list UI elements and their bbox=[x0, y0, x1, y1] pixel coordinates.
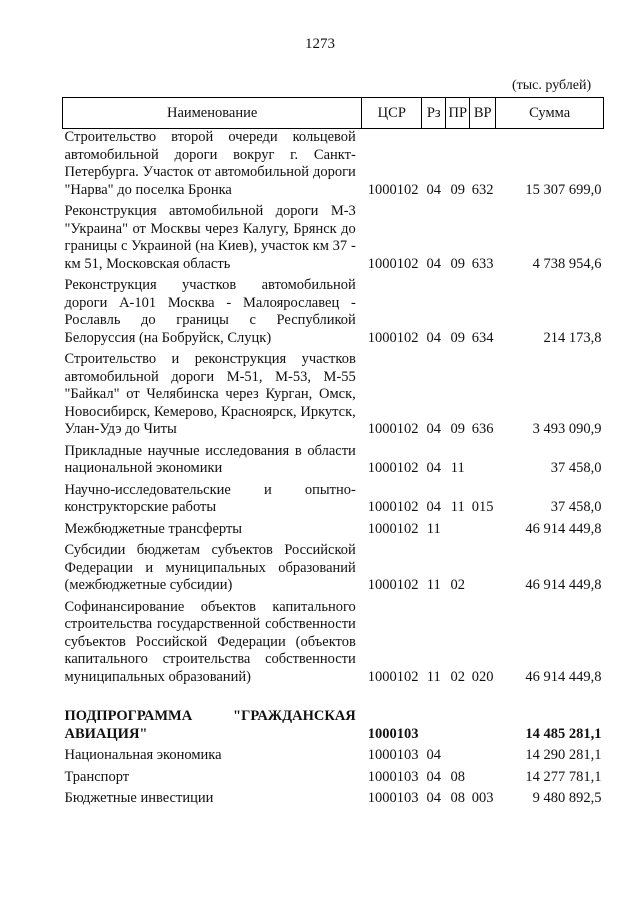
budget-table bbox=[62, 97, 604, 808]
row-pr: 08 bbox=[450, 768, 465, 785]
row-pr: 11 bbox=[450, 499, 465, 515]
row-sum: 37 458,0 bbox=[550, 499, 602, 515]
row-name: Научно-исследовательские и опытно-конструкторские работы bbox=[64, 481, 356, 515]
row-csr: 1000103 bbox=[367, 747, 419, 763]
header-rz: Рз bbox=[422, 98, 446, 129]
row-name: Прикладные научные исследования в области национальной экономики bbox=[64, 442, 356, 476]
spacer-row bbox=[63, 686, 604, 708]
header-sum: Сумма bbox=[496, 98, 604, 129]
row-name: Строительство и реконструкция участков автомобильной дороги М-51, М-53, М-55 "Байкал" от Челябинска через Курган, Омск, Новосибирск, Кемерово, Красноярск, Иркутск, Улан-Удэ до Читы bbox=[64, 351, 356, 437]
row-sum: 4 738 954,6 bbox=[532, 255, 602, 272]
row-vr bbox=[470, 439, 496, 478]
row-csr: 1000103 bbox=[367, 725, 419, 742]
row-csr: 1000102 bbox=[367, 499, 419, 515]
header-name: Наименование bbox=[63, 98, 362, 129]
row-name: Субсидии бюджетам субъектов Российской Федерации и муниципальных образований (межбюджетные субсидии) bbox=[64, 542, 356, 593]
row-sum: 46 914 449,8 bbox=[525, 577, 602, 593]
row-sum: 9 480 892,5 bbox=[532, 790, 602, 806]
table-row bbox=[63, 517, 604, 539]
row-csr: 1000102 bbox=[367, 520, 419, 537]
row-vr: 632 bbox=[471, 181, 494, 198]
row-sum: 46 914 449,8 bbox=[525, 520, 602, 537]
row-sum: 14 485 281,1 bbox=[525, 725, 602, 742]
header-vr: ВР bbox=[470, 98, 496, 129]
row-vr: 020 bbox=[471, 668, 494, 685]
table-row bbox=[63, 708, 604, 743]
table-row bbox=[63, 347, 604, 439]
row-name: Национальная экономика bbox=[64, 747, 222, 763]
row-vr bbox=[470, 765, 496, 787]
table-row bbox=[63, 743, 604, 765]
row-rz: 04 bbox=[426, 790, 442, 806]
table-row bbox=[63, 478, 604, 517]
row-rz: 11 bbox=[426, 520, 441, 537]
row-rz: 04 bbox=[426, 255, 442, 272]
row-pr bbox=[446, 517, 470, 539]
row-csr: 1000102 bbox=[367, 577, 419, 593]
row-name: ПОДПРОГРАММА "ГРАЖДАНСКАЯ АВИАЦИЯ" bbox=[64, 708, 356, 742]
row-pr: 09 bbox=[450, 421, 465, 437]
row-csr: 1000103 bbox=[367, 768, 419, 785]
row-rz: 11 bbox=[426, 577, 441, 593]
row-vr: 015 bbox=[471, 499, 494, 515]
row-csr: 1000102 bbox=[367, 460, 419, 476]
row-rz: 04 bbox=[426, 768, 442, 785]
table-row bbox=[63, 439, 604, 478]
row-name: Реконструкция участков автомобильной дороги А-101 Москва - Малоярославец - Рославль до границы с Республикой Белоруссия (на Бобруйск, Слуцк) bbox=[64, 277, 356, 346]
row-sum: 214 173,8 bbox=[543, 329, 602, 346]
row-csr: 1000102 bbox=[367, 255, 419, 272]
header-csr: ЦСР bbox=[362, 98, 422, 129]
row-sum: 46 914 449,8 bbox=[525, 668, 602, 685]
row-csr: 1000102 bbox=[367, 421, 419, 437]
row-rz: 04 bbox=[426, 181, 442, 198]
row-name: Строительство второй очереди кольцевой автомобильной дороги вокруг г. Санкт-Петербурга. Участок от автомобильной дороги "Нарва" до поселка Бронка bbox=[64, 129, 356, 198]
row-pr: 11 bbox=[450, 460, 465, 476]
row-pr: 02 bbox=[450, 577, 465, 593]
table-row bbox=[63, 765, 604, 787]
row-rz: 04 bbox=[426, 460, 442, 476]
row-vr bbox=[470, 517, 496, 539]
row-vr: 634 bbox=[471, 329, 494, 346]
table-row bbox=[63, 786, 604, 808]
row-pr bbox=[446, 708, 470, 743]
row-pr: 09 bbox=[450, 181, 465, 198]
row-sum: 14 277 781,1 bbox=[525, 768, 602, 785]
row-name: Бюджетные инвестиции bbox=[64, 790, 214, 806]
row-csr: 1000102 bbox=[367, 329, 419, 346]
row-vr bbox=[470, 538, 496, 595]
row-name: Софинансирование объектов капитального строительства государственной собственности субъектов Российской Федерации (объектов капитального строительства собственности муниципальных образований) bbox=[64, 598, 356, 685]
header-pr: ПР bbox=[446, 98, 470, 129]
row-name: Транспорт bbox=[64, 768, 130, 785]
row-sum: 15 307 699,0 bbox=[525, 181, 602, 198]
row-pr: 08 bbox=[450, 790, 465, 806]
table-row bbox=[63, 538, 604, 595]
row-csr: 1000103 bbox=[367, 790, 419, 806]
row-name: Реконструкция автомобильной дороги М-3 "Украина" от Москвы через Калугу, Брянск до границы с Украиной (на Киев), участок км 37 - км 51, Московская область bbox=[64, 203, 356, 272]
row-rz: 04 bbox=[426, 329, 442, 346]
row-rz: 04 bbox=[426, 499, 442, 515]
row-name: Межбюджетные трансферты bbox=[64, 520, 243, 537]
row-rz: 11 bbox=[426, 668, 441, 685]
table-body bbox=[63, 129, 604, 808]
units-label: (тыс. рублей) bbox=[512, 78, 592, 93]
row-vr: 636 bbox=[471, 421, 494, 437]
table-row bbox=[63, 199, 604, 273]
row-csr: 1000102 bbox=[367, 668, 419, 685]
row-rz: 04 bbox=[426, 421, 442, 437]
table-row bbox=[63, 273, 604, 347]
row-pr: 02 bbox=[450, 668, 465, 685]
row-vr: 633 bbox=[471, 255, 494, 272]
row-sum: 14 290 281,1 bbox=[525, 747, 602, 763]
row-sum: 37 458,0 bbox=[550, 460, 602, 476]
row-sum: 3 493 090,9 bbox=[532, 421, 602, 437]
table-header bbox=[63, 98, 604, 129]
table-row bbox=[63, 129, 604, 200]
row-pr: 09 bbox=[450, 255, 465, 272]
table-row bbox=[63, 595, 604, 687]
row-csr: 1000102 bbox=[367, 181, 419, 198]
row-vr: 003 bbox=[471, 790, 494, 806]
row-rz bbox=[422, 708, 446, 743]
row-rz: 04 bbox=[426, 747, 442, 763]
row-pr bbox=[446, 743, 470, 765]
row-pr: 09 bbox=[450, 329, 465, 346]
row-vr bbox=[470, 708, 496, 743]
row-vr bbox=[470, 743, 496, 765]
page-number: 1273 bbox=[305, 36, 335, 52]
